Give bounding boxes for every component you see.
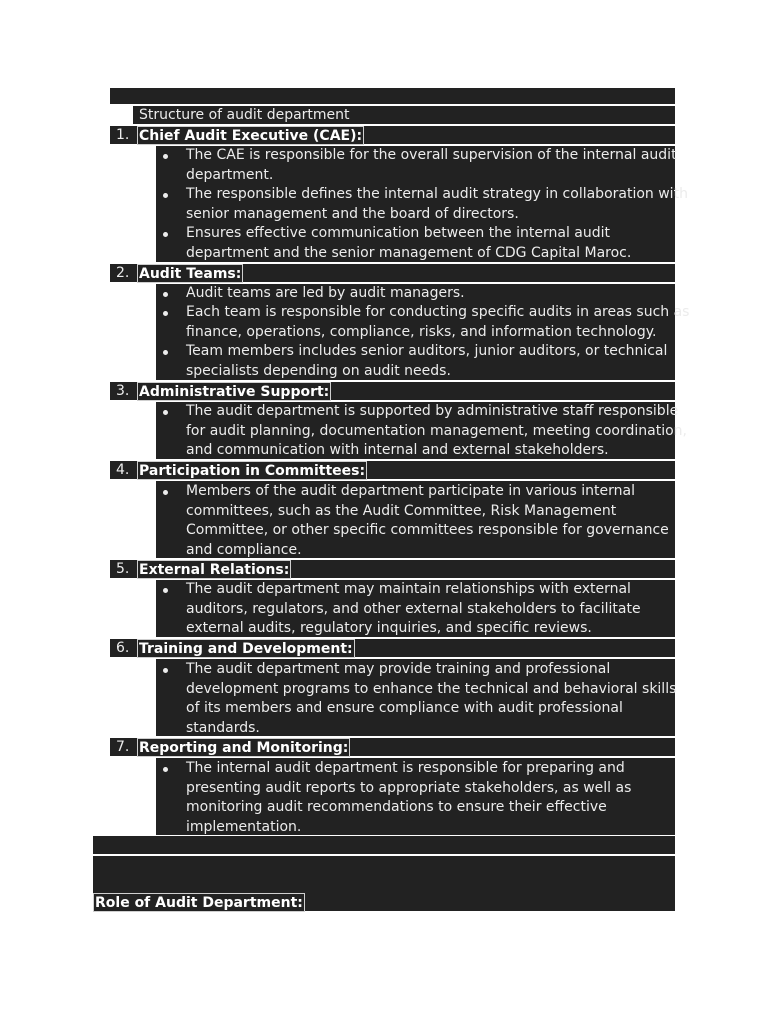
role-heading: Role of Audit Department: [95, 895, 303, 911]
bullet-line: Members of the audit department participate in various internal [186, 483, 635, 499]
section-title: Chief Audit Executive (CAE): [139, 128, 363, 144]
section-title: Participation in Committees: [139, 463, 366, 479]
bullet-dot [163, 232, 168, 237]
bullet-dot [163, 410, 168, 415]
bullet-dot [163, 668, 168, 673]
section-title: Reporting and Monitoring: [139, 740, 349, 756]
bullet-line: for audit planning, documentation management, meeting coordination, [186, 422, 687, 439]
bullet-line: auditors, regulators, and other external stakeholders to facilitate [186, 600, 641, 617]
bullet-item [186, 303, 689, 342]
bullet-item [186, 482, 669, 560]
bullet-line: implementation. [186, 818, 302, 835]
section-number: 4. [116, 462, 130, 478]
bullet-line: The internal audit department is responsible for preparing and [186, 760, 625, 776]
section-number: 6. [116, 640, 130, 656]
bullet-line: monitoring audit recommendations to ensure their effective [186, 799, 607, 815]
bullet-dot [163, 154, 168, 159]
section-number: 1. [116, 127, 130, 143]
bullet-dot [163, 193, 168, 198]
section-number: 7. [116, 739, 130, 755]
bullet-line: senior management and the board of directors. [186, 205, 519, 222]
top-bar [110, 88, 675, 104]
bullet-line: Audit teams are led by audit managers. [186, 285, 465, 301]
section-title: External Relations: [139, 562, 290, 578]
bullet-line: finance, operations, compliance, risks, and information technology. [186, 323, 657, 340]
bullet-item [186, 284, 465, 304]
bullet-dot [163, 588, 168, 593]
bullet-dot [163, 311, 168, 316]
bullet-line: Ensures effective communication between the internal audit [186, 225, 611, 241]
bullet-line: and compliance. [186, 541, 302, 558]
bullet-item [186, 185, 688, 224]
bullet-item [186, 224, 631, 263]
bullet-item [186, 580, 641, 639]
bullet-line: The audit department may provide training and professional [186, 661, 611, 677]
bullet-line: of its members and ensure compliance with audit professional [186, 700, 623, 716]
bullet-line: standards. [186, 719, 260, 736]
bullet-item [186, 759, 631, 837]
bullet-line: Committee, or other specific committees responsible for governance [186, 522, 669, 538]
bullet-dot [163, 490, 168, 495]
bullet-line: The responsible defines the internal audit strategy in collaboration with [186, 186, 688, 202]
bottom-bar [93, 836, 675, 854]
bullet-item [186, 146, 677, 185]
bullet-dot [163, 767, 168, 772]
section-number: 5. [116, 561, 130, 577]
section-number: 3. [116, 383, 130, 399]
bullet-line: The audit department may maintain relationships with external [186, 581, 631, 597]
section-title: Audit Teams: [139, 266, 242, 282]
bullet-item [186, 342, 667, 381]
section-title: Training and Development: [139, 641, 353, 657]
bullet-line: department. [186, 166, 274, 183]
bullet-dot [163, 350, 168, 355]
bullet-line: committees, such as the Audit Committee, Risk Management [186, 502, 617, 519]
bullet-line: presenting audit reports to appropriate stakeholders, as well as [186, 779, 632, 796]
bullet-line: The audit department is supported by administrative staff responsible [186, 403, 679, 419]
bullet-dot [163, 292, 168, 297]
bullet-item [186, 660, 676, 738]
bullet-line: and communication with internal and external stakeholders. [186, 442, 609, 458]
section-title: Administrative Support: [139, 384, 330, 400]
bullet-line: development programs to enhance the technical and behavioral skills [186, 680, 677, 697]
document-subtitle: Structure of audit department [139, 107, 350, 123]
bullet-line: department and the senior management of CDG Capital Maroc. [186, 244, 632, 261]
bullet-line: specialists depending on audit needs. [186, 362, 451, 379]
section-number: 2. [116, 265, 130, 281]
bullet-line: external audits, regulatory inquiries, and specific reviews. [186, 620, 592, 636]
bullet-item [186, 402, 687, 461]
bullet-line: The CAE is responsible for the overall supervision of the internal audit [186, 147, 677, 163]
bullet-line: Each team is responsible for conducting specific audits in areas such as [186, 304, 690, 320]
bullet-line: Team members includes senior auditors, junior auditors, or technical [186, 343, 668, 359]
